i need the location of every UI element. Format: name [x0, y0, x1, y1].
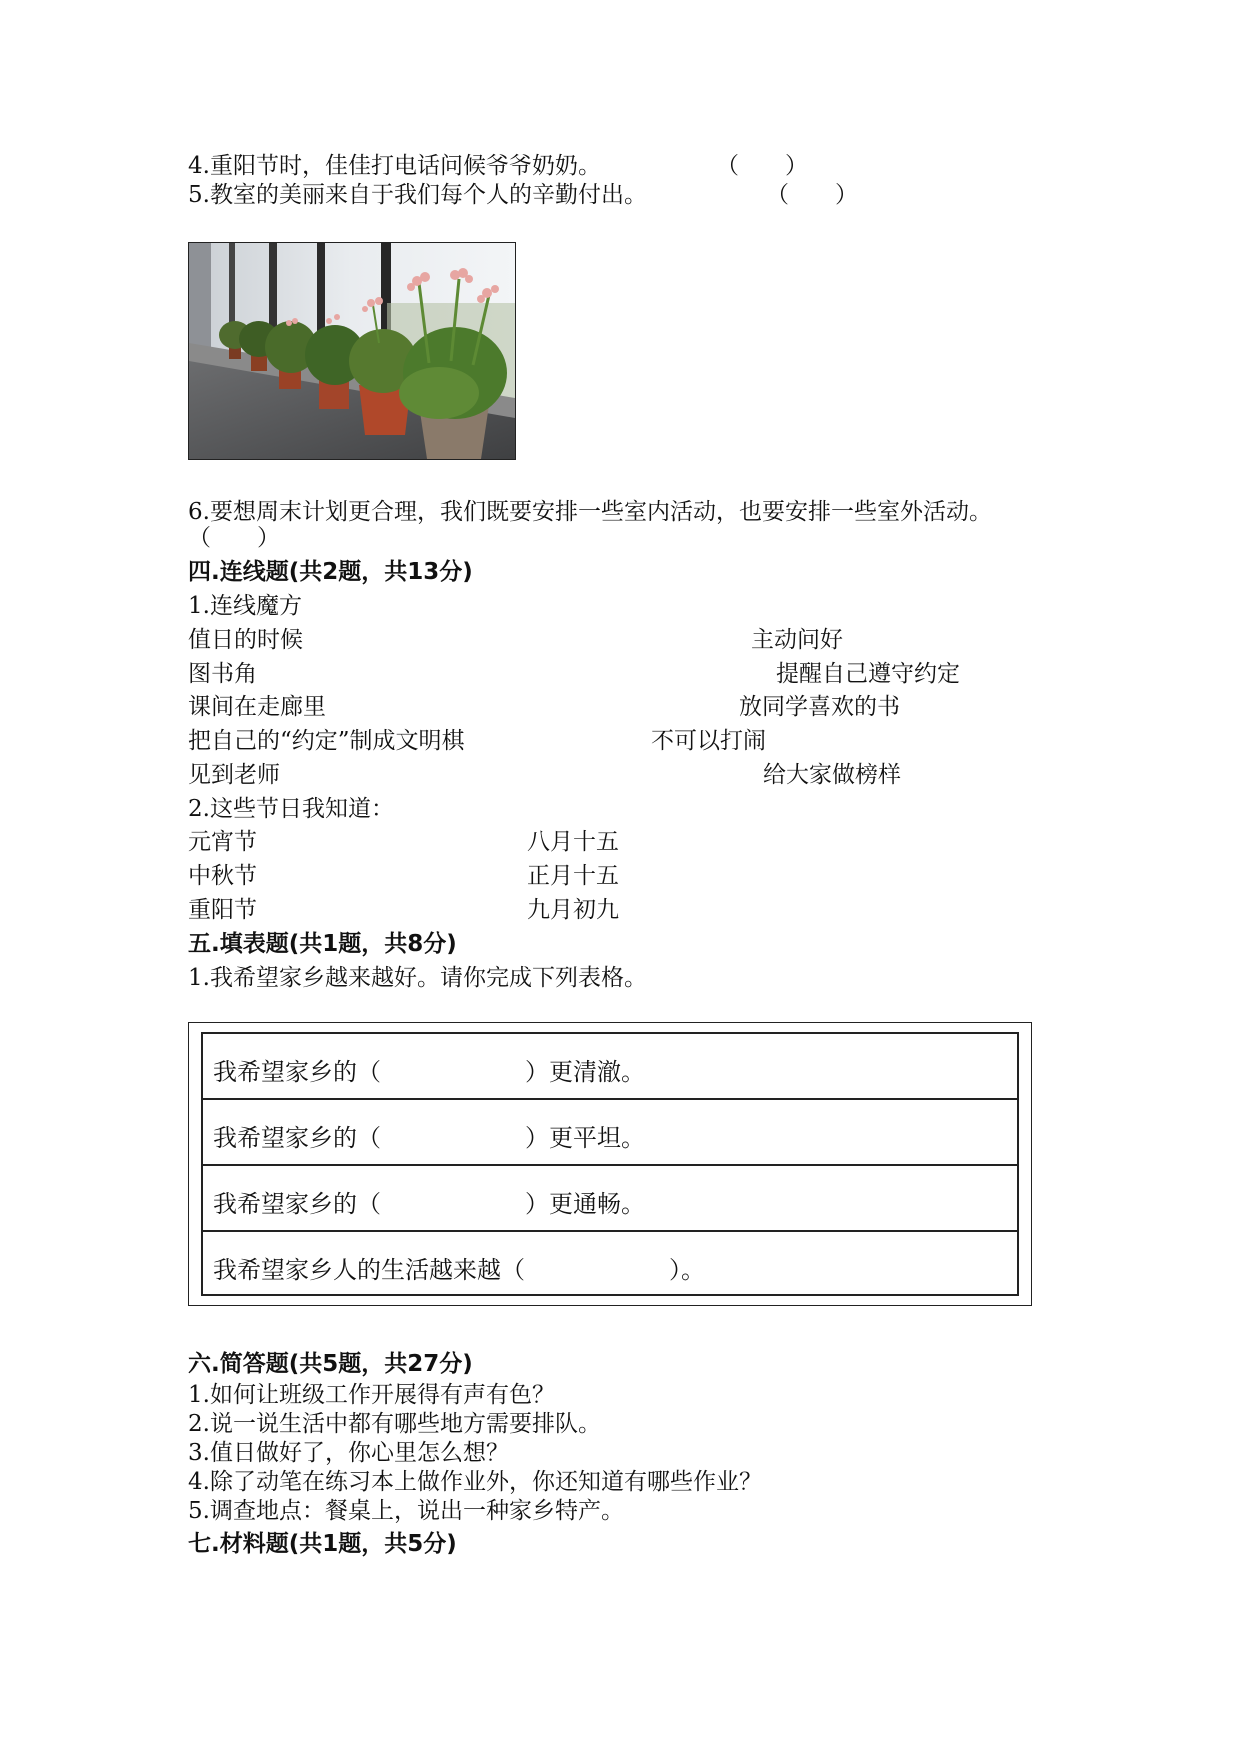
match-right-item[interactable]: 给大家做榜样 — [763, 762, 901, 788]
section-title: 五.填表题(共1题，共8分) — [188, 931, 457, 957]
match-right-item[interactable]: 提醒自己遵守约定 — [776, 661, 960, 687]
match-right-item[interactable]: 九月初九 — [527, 897, 619, 923]
match-left-item[interactable]: 值日的时候 — [188, 627, 303, 653]
tf-item-4 — [188, 151, 601, 181]
match-left-item[interactable]: 把自己的“约定”制成文明棋 — [188, 728, 465, 754]
table-cell[interactable]: 我希望家乡的（ ）更平坦。 — [213, 1124, 645, 1152]
match-left-item[interactable]: 见到老师 — [188, 762, 280, 788]
match-right-item[interactable]: 正月十五 — [527, 863, 619, 889]
match-right-item[interactable]: 八月十五 — [527, 829, 619, 855]
tf-answer-paren[interactable]: （ ） — [188, 525, 280, 551]
table-cell[interactable]: 我希望家乡的（ ）更通畅。 — [213, 1190, 645, 1218]
table-row[interactable] — [203, 1100, 1017, 1166]
match-left-item[interactable]: 重阳节 — [188, 897, 257, 923]
question-title: 1.我希望家乡越来越好。请你完成下列表格。 — [188, 965, 647, 991]
table-row[interactable] — [203, 1232, 1017, 1298]
tf-answer-paren[interactable]: （ ） — [716, 153, 808, 179]
table-cell[interactable]: 我希望家乡人的生活越来越（ ）。 — [213, 1256, 705, 1284]
match-left-item[interactable]: 中秋节 — [188, 863, 257, 889]
list-item: 2.说一说生活中都有哪些地方需要排队。 — [188, 1411, 601, 1437]
tf-item-text: 4.重阳节时，佳佳打电话问候爷爷奶奶。 — [188, 153, 601, 179]
tf-item-text: 6.要想周末计划更合理，我们既要安排一些室内活动，也要安排一些室外活动。 — [188, 499, 992, 525]
question-title: 2.这些节日我知道： — [188, 796, 394, 822]
match-left-item[interactable]: 课间在走廊里 — [188, 694, 326, 720]
section-title: 四.连线题(共2题，共13分) — [188, 559, 473, 585]
match-right-item[interactable]: 不可以打闹 — [651, 728, 766, 754]
question-title: 1.连线魔方 — [188, 593, 302, 619]
fill-table — [188, 1022, 1032, 1306]
list-item: 4.除了动笔在练习本上做作业外，你还知道有哪些作业？ — [188, 1469, 762, 1495]
fill-table-body — [201, 1032, 1019, 1296]
match-right-item[interactable]: 主动问好 — [751, 627, 843, 653]
list-item: 5.调查地点：餐桌上，说出一种家乡特产。 — [188, 1498, 624, 1524]
tf-item-6 — [188, 497, 992, 527]
table-cell[interactable]: 我希望家乡的（ ）更清澈。 — [213, 1058, 645, 1086]
section-title: 六.简答题(共5题，共27分) — [188, 1351, 473, 1377]
flower-pots-on-windowsill-icon — [189, 243, 515, 459]
match-left-item[interactable]: 图书角 — [188, 661, 257, 687]
match-right-item[interactable]: 放同学喜欢的书 — [739, 694, 900, 720]
section-title: 七.材料题(共1题，共5分) — [188, 1531, 457, 1557]
table-row[interactable] — [203, 1034, 1017, 1100]
tf-item-text: 5.教室的美丽来自于我们每个人的辛勤付出。 — [188, 182, 647, 208]
match-left-item[interactable]: 元宵节 — [188, 829, 257, 855]
list-item: 3.值日做好了，你心里怎么想？ — [188, 1440, 509, 1466]
table-row[interactable] — [203, 1166, 1017, 1232]
tf-item-5 — [188, 180, 647, 210]
list-item: 1.如何让班级工作开展得有声有色？ — [188, 1382, 555, 1408]
flower-pots-photo — [188, 242, 516, 460]
tf-answer-paren[interactable]: （ ） — [766, 182, 858, 208]
